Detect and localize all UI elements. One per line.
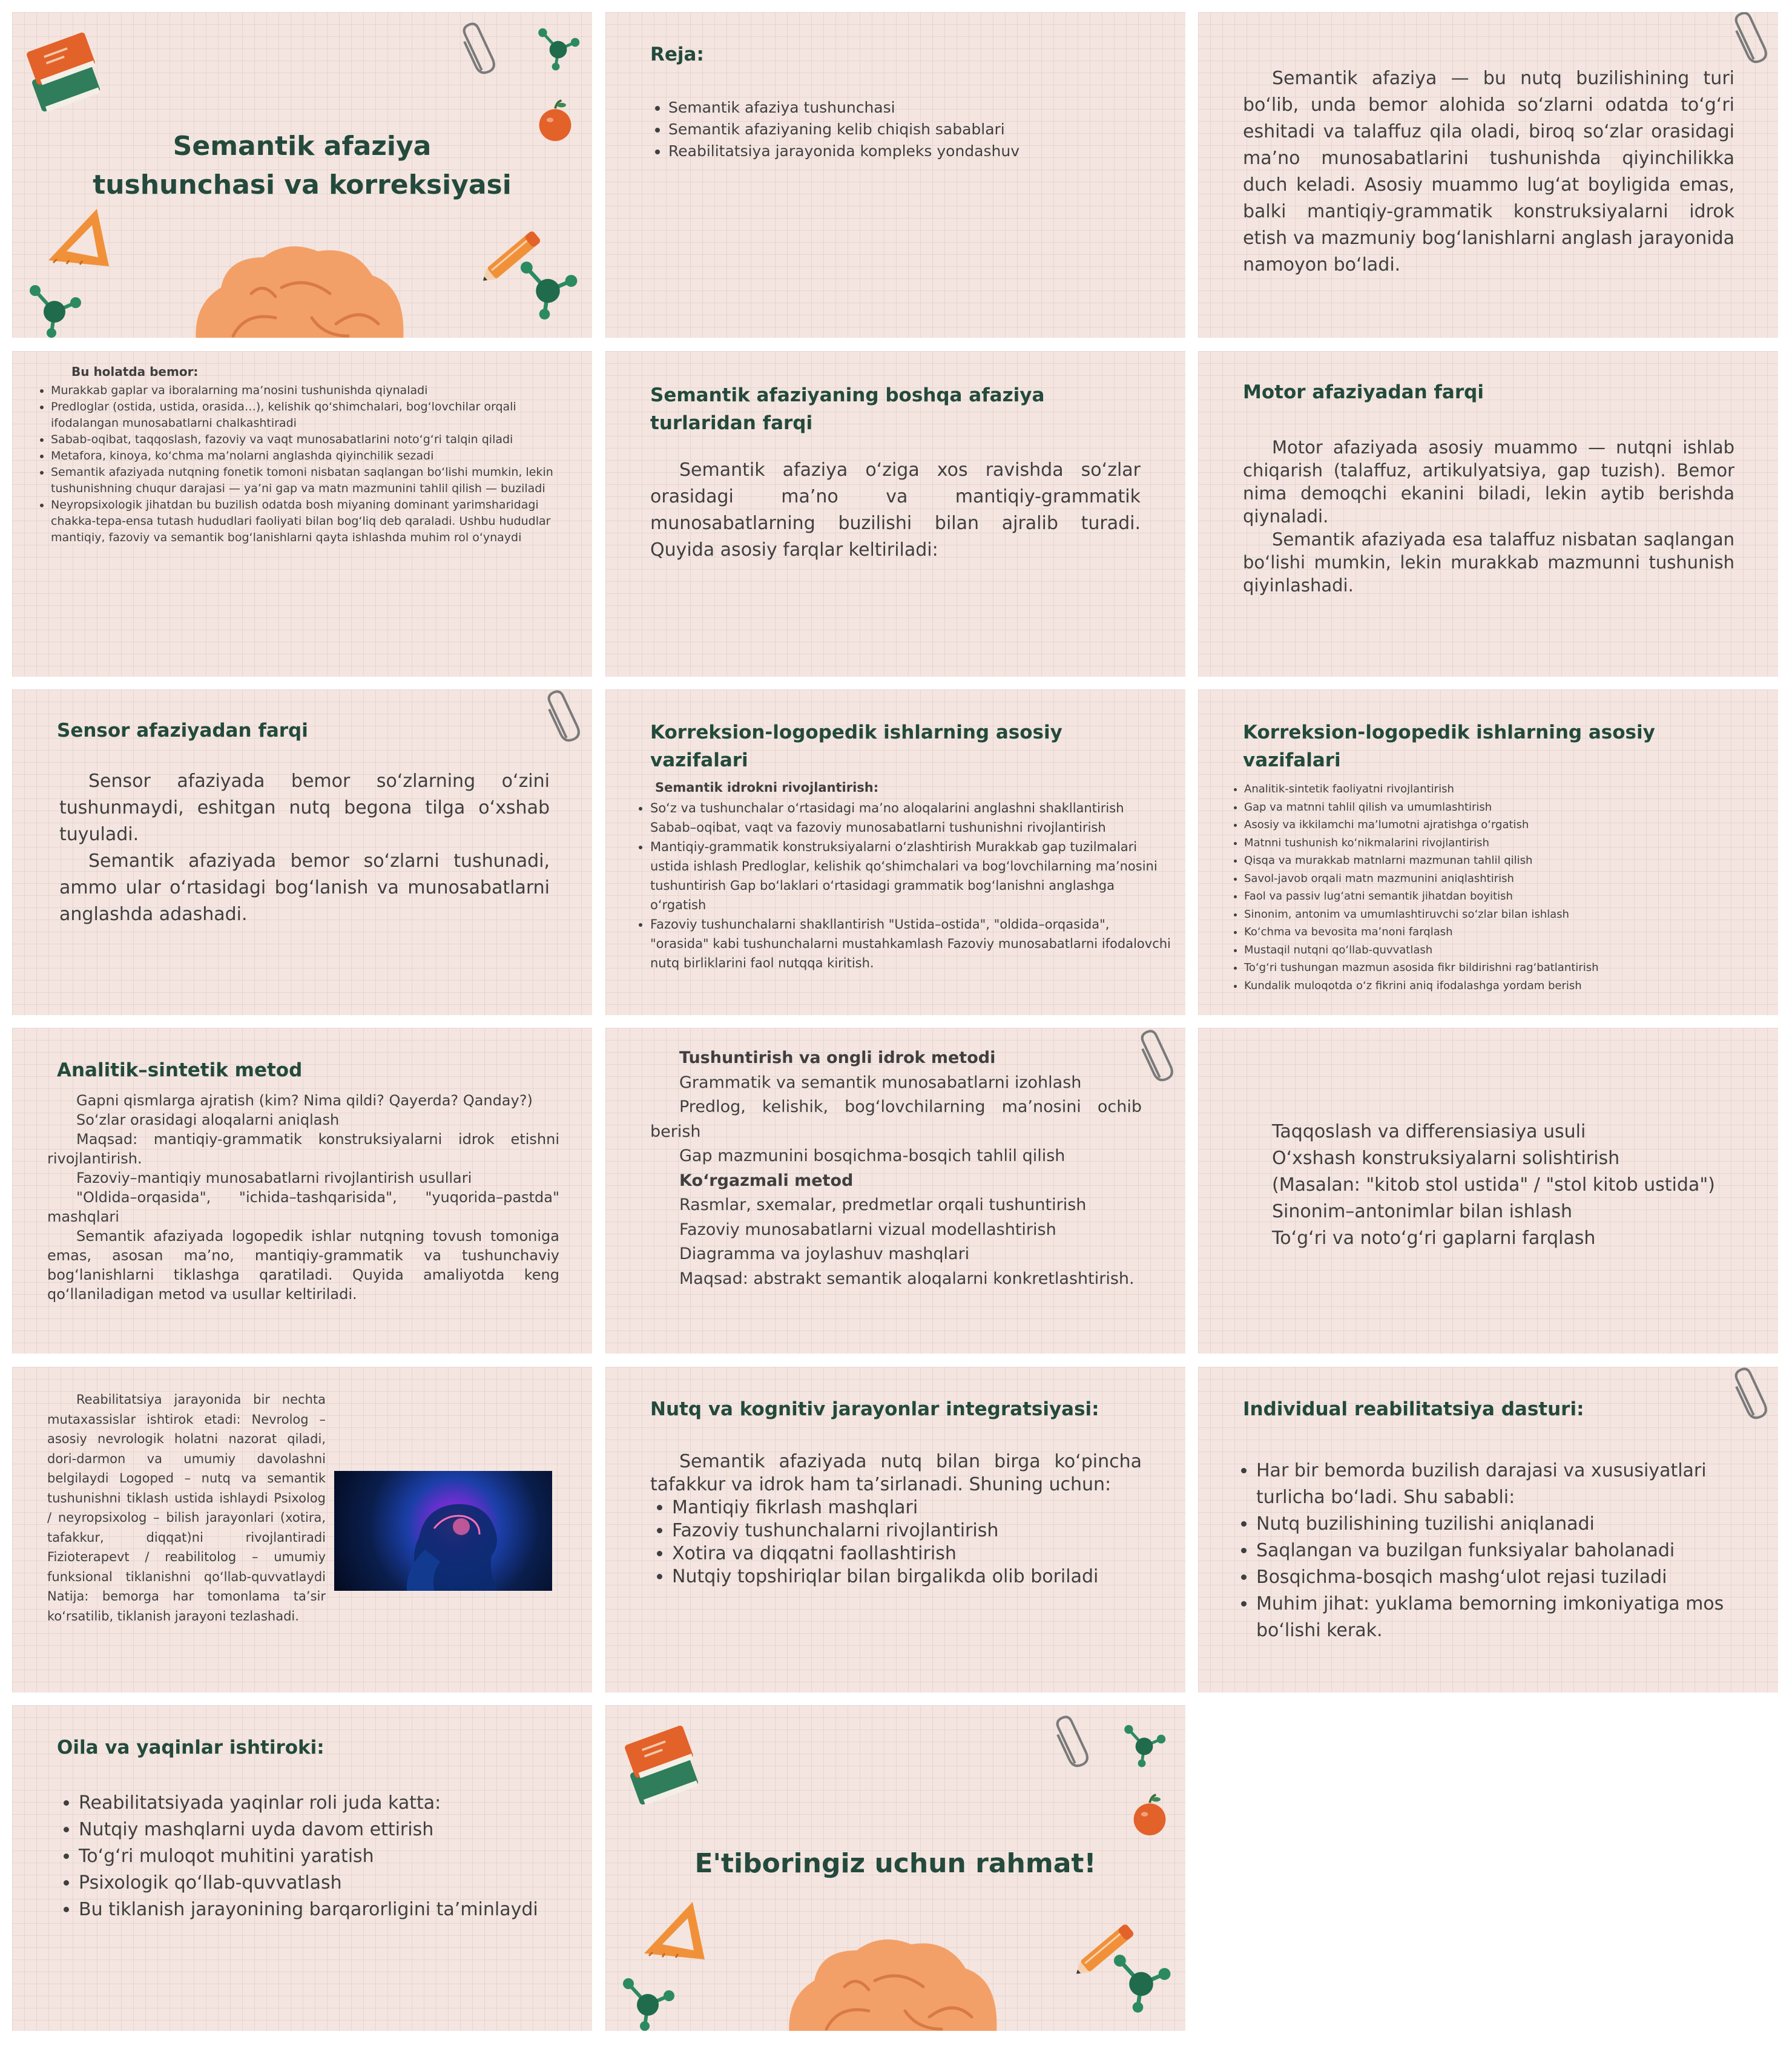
slide-patient-state [12, 351, 592, 677]
list-item: • Mustaqil nutqni qo‘llab-quvvatlash [1244, 941, 1765, 959]
slide-heading: Korreksion-logopedik ishlarning asosiy vazifalari [1243, 722, 1655, 771]
paperclip-icon [1053, 1711, 1090, 1772]
text-line: Gap mazmunini bosqichma-bosqich tahlil qilish [679, 1146, 1066, 1165]
family-list [64, 1790, 575, 1923]
slide-heading: Motor afaziyadan farqi [1243, 381, 1484, 403]
text-line: So‘zlar orasidagi aloqalarni aniqlash [76, 1111, 340, 1128]
task-list [1230, 780, 1765, 995]
list-heading: Bu holatda bemor: [71, 364, 199, 379]
list-item: • Qisqa va murakkab matnlarni mazmunan tahlil qilish [1244, 852, 1765, 870]
triangle-ruler-icon [42, 200, 115, 272]
list-item: • Semantik afaziya tushunchasi [668, 97, 1153, 119]
slide-tasks-1 [605, 689, 1185, 1015]
molecule-icon [515, 254, 581, 321]
brain-pain-image [334, 1471, 552, 1591]
paragraph: Semantik afaziyada bemor so‘zlarni tushunadi, ammo ular o‘rtasidagi bog‘lanish va munosabatlarni anglashda adashadi. [59, 850, 550, 925]
list-item: • Fazoviy tushunchalarni shakllantirish "Ustida–ostida", "oldida–orqasida", "orasida" kabi tushunchalarni mustahkamlash Fazoviy munosabatlarni ifodalovchi nutq birliklarini faol nutqqa kiritish. [650, 915, 1171, 973]
slide-heading: Reja: [650, 44, 704, 65]
text-line: Fazoviy munosabatlarni vizual modellashtirish [679, 1220, 1056, 1239]
method-heading: Ko‘rgazmali metod [679, 1171, 854, 1190]
slide-heading: Semantik afaziyaning boshqa afaziya turlaridan farqi [650, 384, 1045, 434]
list-item: • To‘g‘ri tushungan mazmun asosida fikr bildirishni rag‘batlantirish [1244, 959, 1765, 977]
method-text [1272, 1119, 1756, 1252]
title-line-1: Semantik afaziya [173, 131, 432, 162]
slide-heading: Nutq va kognitiv jarayonlar integratsiyasi: [650, 1398, 1099, 1420]
text-line: Sinonim–antonimlar bilan ishlash [1272, 1201, 1572, 1222]
list-item: • Ko‘chma va bevosita ma’noni farqlash [1244, 923, 1765, 941]
list-item: • So‘z va tushunchalar o‘rtasidagi ma’no aloqalarini anglashni shakllantirish Sabab–oqibat, vaqt va fazoviy munosabatlarni tushunishni rivojlantirish [650, 798, 1171, 837]
slide-thanks [605, 1705, 1185, 2031]
list-item: • Kundalik muloqotda o‘z fikrini aniq ifodalashga yordam berish [1244, 977, 1765, 995]
list-item: • Faol va passiv lug‘atni semantik jihatdan boyitish [1244, 887, 1765, 906]
slide-heading: Oila va yaqinlar ishtiroki: [57, 1737, 324, 1758]
list-item: • Saqlangan va buzilgan funksiyalar baholanadi [1256, 1538, 1728, 1564]
list-item: • Reabilitatsiya jarayonida kompleks yondashuv [668, 140, 1153, 162]
integration-text: Semantik afaziyada nutq bilan birga ko‘pincha tafakkur va idrok ham ta’sirlanadi. Shuning uchun: [650, 1451, 1142, 1495]
list-item: • Xotira va diqqatni faollashtirish [672, 1542, 1156, 1565]
list-item: • Semantik afaziyaning kelib chiqish sabablari [668, 119, 1153, 140]
text-line: Diagramma va joylashuv mashqlari [679, 1245, 970, 1263]
triangle-ruler-icon [638, 1893, 711, 1965]
text-line: Semantik afaziyada logopedik ishlar nutqning tovush tomoniga emas, asosan ma’no, mantiqiy-grammatik va tushunchaviy bog‘lanishlarni tiklashga qaratiladi. Quyida amaliyotda keng qo‘llaniladigan metod va usullar keltiriladi. [47, 1228, 559, 1303]
plan-list [654, 97, 1153, 162]
slide-comparison-method [1198, 1028, 1778, 1354]
slide-integration [605, 1367, 1185, 1692]
list-item: • To‘g‘ri muloqot muhitini yaratish [79, 1843, 575, 1870]
list-item: • Nutqiy mashqlarni uyda davom ettirish [79, 1817, 575, 1843]
slide-difference [605, 351, 1185, 677]
list-item: • Muhim jihat: yuklama bemorning imkoniyatiga mos bo‘lishi kerak. [1256, 1591, 1728, 1644]
slide-heading: Analitik–sintetik metod [57, 1059, 303, 1081]
list-item: • Savol-javob orqali matn mazmunini aniqlashtirish [1244, 870, 1765, 888]
paperclip-icon [1138, 1028, 1174, 1086]
slide-individual-program [1198, 1367, 1778, 1692]
text-line: (Masalan: "kitob stol ustida" / "stol kitob ustida") [1272, 1174, 1715, 1196]
text-line: Predlog, kelishik, bog‘lovchilarning ma’nosini ochib berish [650, 1097, 1142, 1141]
text-line: O‘xshash konstruksiyalarni solishtirish [1272, 1148, 1620, 1169]
slide-analytic-method [12, 1028, 592, 1354]
paperclip-icon [545, 689, 581, 746]
thanks-title: E'tiboringiz uchun rahmat! [694, 1848, 1096, 1879]
title-line-2: tushunchasi va korreksiyasi [93, 169, 512, 200]
list-item: • Fazoviy tushunchalarni rivojlantirish [672, 1519, 1156, 1542]
text-line: Rasmlar, sxemalar, predmetlar orqali tushuntirish [679, 1196, 1087, 1214]
list-item: • Har bir bemorda buzilish darajasi va xususiyatlari turlicha bo‘ladi. Shu sababli: [1256, 1458, 1728, 1511]
slide-plan [605, 12, 1185, 338]
list-heading: Semantik idrokni rivojlantirish: [655, 780, 879, 795]
list-item: • Metafora, kinoya, ko‘chma ma’nolarni anglashda qiyinchilik sezadi [51, 448, 565, 464]
text-line: Taqqoslash va differensiasiya usuli [1272, 1121, 1586, 1142]
list-item: • Asosiy va ikkilamchi ma’lumotni ajratishga o‘rgatish [1244, 816, 1765, 834]
list-item: • Gap va matnni tahlil qilish va umumlashtirish [1244, 798, 1765, 817]
slide-team [12, 1367, 592, 1692]
molecule-icon [534, 23, 582, 71]
list-item: • Neyropsixologik jihatdan bu buzilish odatda bosh miyaning dominant yarimsharidagi chakka-tepa-ensa tutash hududlari faoliyati bilan bog‘liq deb qaraladi. Ushbu hududlar mantiqiy, fazoviy va semantik bog‘lanishlarni qayta ishlashda muhim rol o‘ynaydi [51, 497, 565, 546]
list-item: • Semantik afaziyada nutqning fonetik tomoni nisbatan saqlangan bo‘lishi mumkin, lekin tushunishning chuqur darajasi — ya’ni gap va matn mazmunini tahlil qilish — buziladi [51, 464, 565, 497]
symptom-list [36, 383, 565, 546]
molecule-icon [618, 1972, 678, 2031]
list-item: • Bu tiklanish jarayonining barqarorligini ta’minlaydi [79, 1896, 575, 1923]
slide-heading: Korreksion-logopedik ishlarning asosiy vazifalari [650, 722, 1062, 771]
molecule-icon [1108, 1947, 1174, 2014]
integration-list [657, 1496, 1156, 1588]
slide-definition [1198, 12, 1778, 338]
motor-text [1243, 436, 1734, 597]
paperclip-icon [460, 18, 496, 79]
text-line: Grammatik va semantik munosabatlarni izohlash [679, 1073, 1082, 1092]
slide-heading: Individual reabilitatsiya dasturi: [1243, 1398, 1584, 1420]
definition-text: Semantik afaziya — bu nutq buzilishining turi bo‘lib, unda bemor alohida so‘zlarni odatda to‘g‘ri eshitadi va talaffuz qila oladi, biroq so‘zlar orasidagi ma’no munosabatlarini tushunishda qiyinchilikka duch keladi. Asosiy muammo lug‘at boyligida emas, balki mantiqiy-grammatik konstruksiyalarni idrok etish va mazmuniy bog‘lanishlarni anglash jarayonida namoyon bo‘ladi. [1243, 68, 1734, 275]
books-icon [624, 1722, 702, 1813]
text-line: Gapni qismlarga ajratish (kim? Nima qildi? Qayerda? Qanday?) [76, 1092, 533, 1109]
list-item: • Sinonim, antonim va umumlashtiruvchi so‘zlar bilan ishlash [1244, 906, 1765, 924]
text-line: Maqsad: abstrakt semantik aloqalarni konkretlashtirish. [679, 1269, 1135, 1288]
sensor-text [59, 768, 550, 928]
list-item: • Bosqichma-bosqich mashg‘ulot rejasi tuziladi [1256, 1564, 1728, 1591]
text-line: Maqsad: mantiqiy-grammatik konstruksiyalarni idrok etishni rivojlantirish. [47, 1131, 559, 1167]
slide-tasks-2 [1198, 689, 1778, 1015]
slide-family [12, 1705, 592, 2031]
paragraph: Motor afaziyada asosiy muammo — nutqni ishlab chiqarish (talaffuz, artikulyatsiya, gap tuzish). Bemor nima demoqchi ekanini biladi, lekin aytib berishda qiynaladi. [1243, 437, 1734, 527]
task-list [636, 798, 1171, 973]
paragraph: Sensor afaziyada bemor so‘zlarning o‘zini tushunmaydi, eshitgan nutq begona tilga o‘xshab tuyuladi. [59, 771, 550, 845]
list-item: • Nutqiy topshiriqlar bilan birgalikda olib boriladi [672, 1565, 1156, 1588]
list-item: • Sabab-oqibat, taqqoslash, fazoviy va vaqt munosabatlarini noto‘g‘ri talqin qiladi [51, 432, 565, 448]
method-text [47, 1091, 559, 1304]
apple-icon [1130, 1791, 1170, 1840]
text-line: To‘g‘ri va noto‘g‘ri gaplarni farqlash [1272, 1228, 1596, 1249]
slide-motor [1198, 351, 1778, 677]
program-list [1242, 1458, 1728, 1644]
difference-text: Semantik afaziya o‘ziga xos ravishda so‘zlar orasidagi ma’no va mantiqiy-grammatik munosabatlarning buzilishi bilan ajralib turadi. Quyida asosiy farqlar keltiriladi: [650, 459, 1141, 561]
list-item: • Predloglar (ostida, ustida, orasida…), kelishik qo‘shimchalari, bog‘lovchilar orqali ifodalangan munosabatlarni chalkashtiradi [51, 399, 565, 432]
list-item: • Murakkab gaplar va iboralarning ma’nosini tushunishda qiynaladi [51, 383, 565, 399]
text-line: Fazoviy–mantiqiy munosabatlarni rivojlantirish usullari [76, 1169, 472, 1186]
list-item: • Reabilitatsiyada yaqinlar roli juda katta: [79, 1790, 575, 1817]
team-text: Reabilitatsiya jarayonida bir nechta mutaxassislar ishtirok etadi: Nevrolog – asosiy nevrologik holatni nazorat qiladi, dori-darmon va umumiy davolashni belgilaydi Logoped – nutq va semantik tushunishni tiklash ustida ishlaydi Psixolog / neyropsixolog – bilish jarayonlari (xotira, tafakkur, diqqat)ni rivojlantiradi Fizioterapevt / reabilitolog – umumiy funksional tiklanishni qo‘llab-quvvatlaydi Natija: bemorga har tomonlama ta’sir ko‘rsatilib, tiklanish jarayoni tezlashadi. [47, 1392, 326, 1623]
list-item: • Nutq buzilishining tuzilishi aniqlanadi [1256, 1511, 1728, 1538]
slide-title [12, 12, 592, 338]
list-item: • Analitik-sintetik faoliyatni rivojlantirish [1244, 780, 1765, 798]
slide-sensor [12, 689, 592, 1015]
paperclip-icon [1732, 1367, 1768, 1424]
list-item: • Matnni tushunish ko‘nikmalarini rivojlantirish [1244, 834, 1765, 852]
list-item: • Mantiqiy-grammatik konstruksiyalarni o‘zlashtirish Murakkab gap tuzilmalari ustida ishlash Predloglar, kelishik qo‘shimchalari va bog‘lovchilarning ma’nosini tushuntirish Gap bo‘laklari o‘rtasidagi grammatik bog‘lanishni anglashga o‘rgatish [650, 837, 1171, 915]
method-heading: Tushuntirish va ongli idrok metodi [679, 1048, 996, 1067]
method-text [650, 1046, 1142, 1291]
molecule-icon [1120, 1720, 1168, 1768]
presentation-title [12, 127, 592, 205]
slide-heading: Sensor afaziyadan farqi [57, 720, 308, 742]
list-item: • Psixologik qo‘llab-quvvatlash [79, 1870, 575, 1896]
slide-explanation-method [605, 1028, 1185, 1354]
list-item: • Mantiqiy fikrlash mashqlari [672, 1496, 1156, 1519]
brain-icon [185, 239, 415, 338]
paragraph: Semantik afaziyada esa talaffuz nisbatan saqlangan bo‘lishi mumkin, lekin murakkab mazmunni tushunish qiyinlashadi. [1243, 529, 1734, 596]
brain-icon [778, 1932, 1008, 2031]
text-line: "Oldida–orqasida", "ichida–tashqarisida", "yuqorida–pastda" mashqlari [47, 1189, 559, 1225]
molecule-icon [24, 278, 85, 338]
books-icon [25, 29, 104, 120]
paperclip-icon [1732, 12, 1768, 68]
